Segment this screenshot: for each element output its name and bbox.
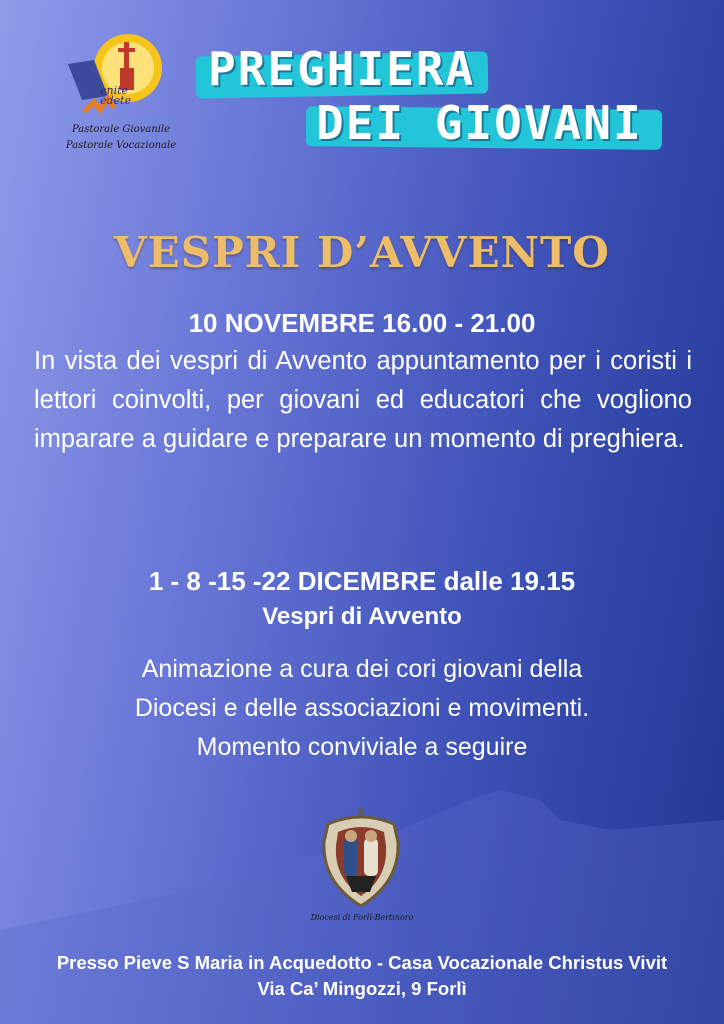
banner-title-line2: DEI GIOVANI xyxy=(316,96,643,150)
title-banner xyxy=(196,36,676,150)
pastorale-logo xyxy=(56,34,176,164)
event2-dates: 1 - 8 -15 -22 DICEMBRE dalle 19.15 xyxy=(148,566,576,596)
event2-description-line: Momento conviviale a seguire xyxy=(196,733,528,761)
event1-date: 10 NOVEMBRE 16.00 - 21.00 xyxy=(188,308,536,338)
logo-text-vocazionale: Pastorale Vocazionale xyxy=(65,140,177,151)
sun-cross-icon xyxy=(64,34,164,124)
event2-description xyxy=(0,650,724,767)
event2-description-line: Diocesi e delle associazioni e movimenti. xyxy=(134,694,590,722)
crest-caption: Diocesi di Forlì-Bertinoro xyxy=(310,913,414,922)
event2-subtitle: Vespri di Avvento xyxy=(262,603,462,630)
event2-description-line: Animazione a cura dei cori giovani della xyxy=(141,655,583,683)
footer-location: Presso Pieve S Maria in Acquedotto - Casa Vocazionale Christus Vivit xyxy=(56,952,668,973)
footer-address: Via Ca’ Mingozzi, 9 Forlì xyxy=(257,978,467,999)
diocese-crest-icon xyxy=(316,802,406,912)
logo-venite-text: enite edete xyxy=(100,84,131,107)
event-title: VESPRI D’AVVENTO xyxy=(114,228,610,277)
event1-description: In vista dei vespri di Avvento appuntamento per i coristi i lettori coinvolti, per giovani ed educatori che vogliono imparare a guidare e preparare un momento di preghiera. xyxy=(34,347,692,453)
logo-text-giovanile: Pastorale Giovanile xyxy=(71,124,171,135)
banner-title-line1: PREGHIERA xyxy=(208,42,476,96)
